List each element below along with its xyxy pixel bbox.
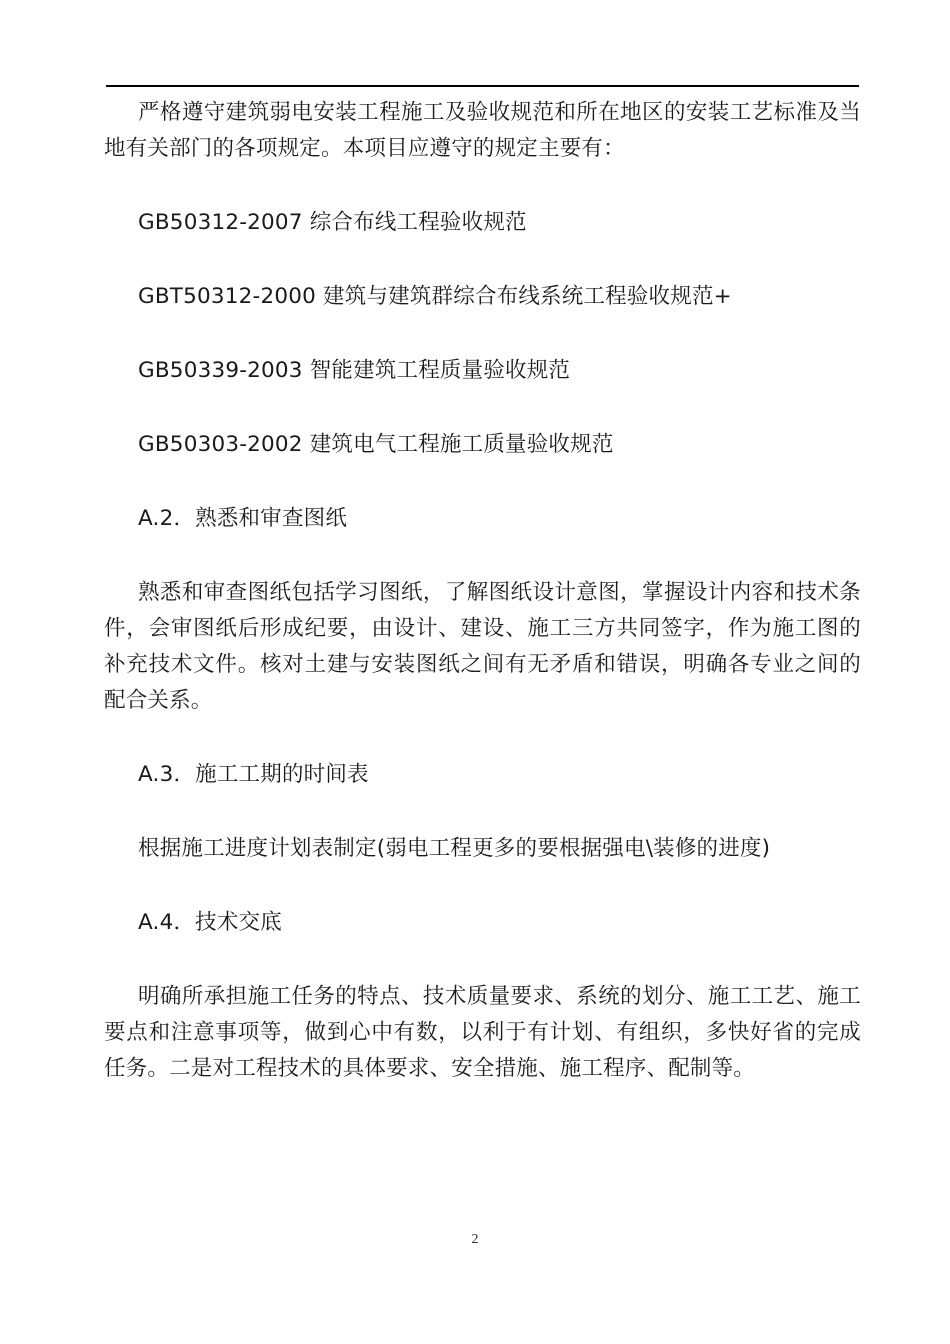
paragraph-schedule: 根据施工进度计划表制定(弱电工程更多的要根据强电\装修的进度)	[138, 836, 771, 861]
document-body	[104, 95, 861, 1087]
section-heading-a3: A.3．施工工期的时间表	[138, 762, 369, 787]
standard-gb50339-2003: GB50339-2003 智能建筑工程质量验收规范	[138, 358, 571, 383]
page-number: 2	[471, 1232, 479, 1247]
header-rule	[106, 85, 859, 87]
paragraph-regulations-intro: 严格遵守建筑弱电安装工程施工及验收规范和所在地区的安装工艺标准及当地有关部门的各项规定。本项目应遵守的规定主要有：	[104, 100, 861, 161]
standard-gb50312-2007: GB50312-2007 综合布线工程验收规范	[138, 210, 527, 235]
standard-gb50303-2002: GB50303-2002 建筑电气工程施工质量验收规范	[138, 432, 614, 457]
section-heading-a2: A.2．熟悉和审查图纸	[138, 506, 348, 531]
paragraph-technical-briefing: 明确所承担施工任务的特点、技术质量要求、系统的划分、施工工艺、施工要点和注意事项等，做到心中有数，以利于有计划、有组织，多快好省的完成任务。二是对工程技术的具体要求、安全措施、施工程序、配制等。	[104, 984, 861, 1081]
section-heading-a4: A.4．技术交底	[138, 910, 282, 935]
standard-gbt50312-2000: GBT50312-2000 建筑与建筑群综合布线系统工程验收规范+	[138, 284, 732, 309]
paragraph-review-drawings: 熟悉和审查图纸包括学习图纸，了解图纸设计意图，掌握设计内容和技术条件，会审图纸后形成纪要，由设计、建设、施工三方共同签字，作为施工图的补充技术文件。核对土建与安装图纸之间有无矛盾和错误，明确各专业之间的配合关系。	[104, 580, 861, 713]
